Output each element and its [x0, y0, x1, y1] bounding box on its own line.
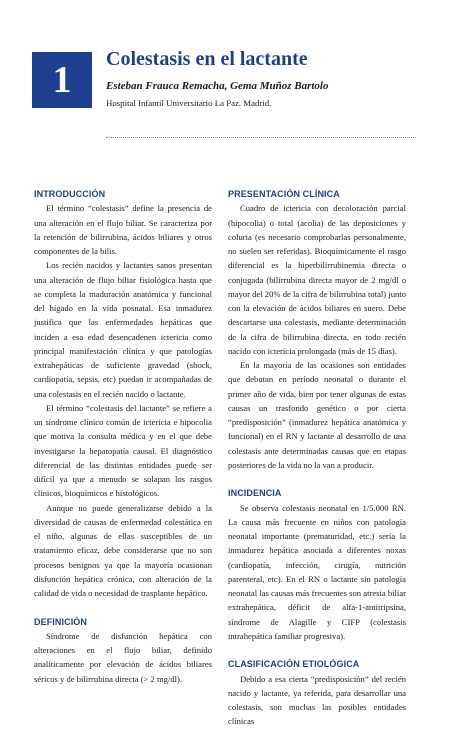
- section-heading-introduccion: INTRODUCCIÓN: [34, 189, 106, 199]
- chapter-title: Colestasis en el lactante: [106, 48, 308, 70]
- chapter-number-box: [32, 52, 92, 108]
- paragraph: Los recién nacidos y lactantes sanos presentan una alteración de flujo biliar fisiológica hasta que se completa la maduración anatómica y funcional del hígado en la vida posnatal. Esa inmadurez justifica que las enfermedades hepáticas que inciden a esa edad desencadenen ictericia como principal manifestación clínica y que patologías extrahepáticas de suficiente gravedad (shock, cardiopatía, sepsis, etc) puedan ir acompañadas de una colestasis en el recién nacido o lactante.: [34, 260, 212, 399]
- section-heading-incidencia: INCIDENCIA: [228, 488, 282, 499]
- header-divider: [106, 137, 416, 138]
- right-column: [228, 187, 406, 729]
- chapter-number: 1: [52, 59, 72, 101]
- paragraph: El término “colestasis” define la presencia de una alteración en el flujo biliar. Se caracteriza por la retención de bilirrubina, ácidos biliares y otros componentes de la bilis.: [34, 203, 212, 256]
- paragraph: Cuadro de ictericia con decoloración parcial (hipocolia) o total (acolia) de las deposiciones y coluria (es necesario comprobarlas personalmente, no suelen ser referidas). Bioquímicamente el rasgo diferencial es la hiperbilirrubinemia directa o conjugada (bilirrubina directa mayor de 2 mg/dl o mayor del 20% de la cifra de bilirrubina total) junto con la elevación de ácidos biliares en suero. Debe descartarse una colestasis, mediante determinación de la cifra de bilirrubina directa, en todo recién nacido con ictericia prolongada (más de 15 días).: [228, 203, 406, 356]
- paragraph: Síndrome de disfunción hepática con alteraciones en el flujo biliar, definido analíticamente por elevación de ácidos biliares séricos y de bilirrubina directa (> 2 mg/dl).: [34, 630, 212, 684]
- paragraph: Se observa colestasis neonatal en 1/5.000 RN. La causa más frecuente en niños con patología neonatal importante (prematuridad, etc.) sería la inmadurez hepática asociada a diferentes noxas (cardiopatía, infección, cirugía, nutrición parenteral, etc). En el RN o lactante sin patología neonatal las causas más frecuentes son atresia biliar extrahepática, déficit de alfa-1-antitripsina, síndrome de Alagille y CIFP (colestasis intrahepática familiar progresiva).: [228, 502, 406, 641]
- section-heading-presentacion-clinica: PRESENTACIÓN CLÍNICA: [228, 189, 340, 199]
- paragraph: El término “colestasis del lactante” se refiere a un síndrome clínico común de ictericia e hipocolia que motiva la consulta médica y en el que debe investigarse la hepatopatía causal. El diagnóstico diferencial de las distintas entidades puede ser difícil ya que a menudo se solapan los rasgos clínicos, bioquímicos e histológicos.: [34, 402, 212, 499]
- affiliation: Hospital Infantil Universitario La Paz. Madrid.: [106, 98, 272, 108]
- section-heading-clasificacion-etiologica: CLASIFICACIÓN ETIOLÓGICA: [228, 659, 360, 670]
- paragraph: Debido a esa cierta “predisposición” del recién nacido y lactante, ya referida, para desarrollar una colestasis, son muchas las posibles entidades clínicas: [228, 673, 406, 727]
- paragraph: En la mayoría de las ocasiones son entidades que debutan en período neonatal o durante el primer año de vida, bien por tener algunas de estas causas un trasfondo genético o por cierta “predisposición” (inmadurez hepática anatómica y funcional) en el RN y lactante al desarrollo de una colestasis ante determinadas causas que en etapas posteriores de la vida no la van a producir.: [228, 360, 406, 470]
- paragraph: Aunque no puede generalizarse debido a la diversidad de causas de enfermedad colestática en el niño, algunas de ellas susceptibles de un tratamiento eficaz, debe considerarse que no son procesos benignos ya que la mayoría ocasionan disfunción hepática crónica, con alteración de la calidad de vida o necesidad de trasplante hepático.: [34, 502, 212, 598]
- left-column: [34, 187, 212, 686]
- authors: Esteban Frauca Remacha, Gema Muñoz Bartolo: [106, 80, 329, 92]
- section-heading-definicion: DEFINICIÓN: [34, 616, 88, 627]
